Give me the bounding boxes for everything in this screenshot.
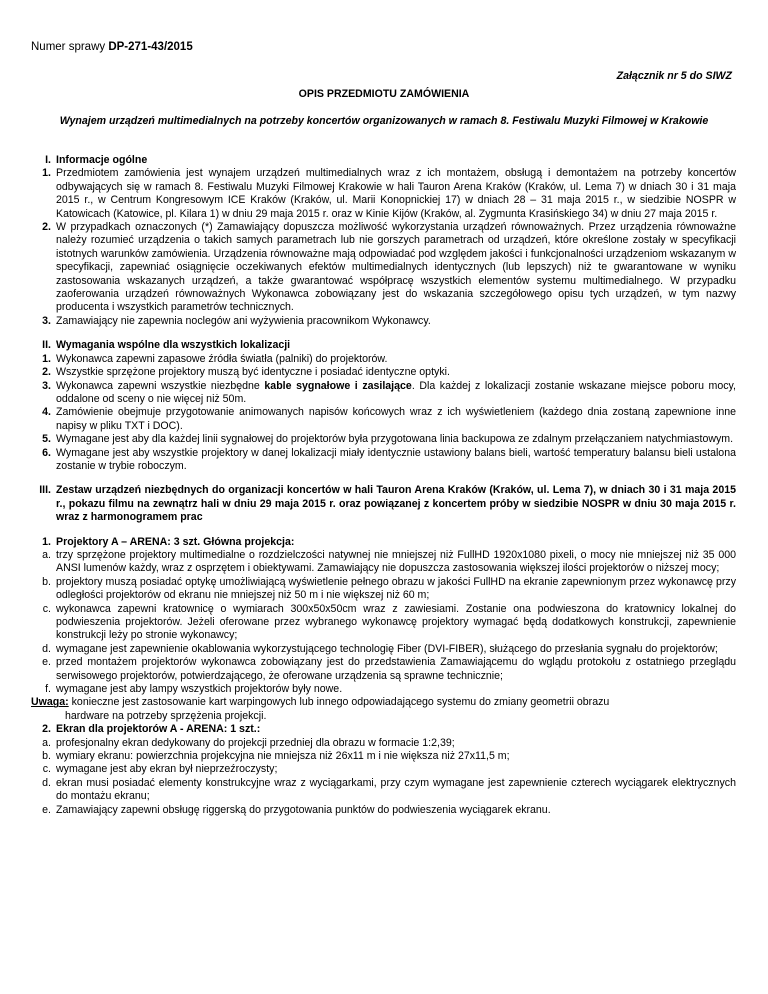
list-item: 2. Wszystkie sprzężone projektory muszą być identyczne i posiadać identyczne optyki. <box>42 366 450 379</box>
list-item: 1. Wykonawca zapewni zapasowe źródła światła (palniki) do projektorów. <box>42 352 388 365</box>
list-item: 1. Przedmiotem zamówienia jest wynajem urządzeń multimedialnych wraz z ich montażem, obsługą i demontażem na potrzeby koncertów odbywających się w ramach 8. Festiwalu Muzyki Filmowej Krakowie w hali Tauron Arena Kraków (Kraków, ul. Lema 7) w dniach 30 i 31 maja 2015 r., w Centrum Kongresowym ICE Kraków (Kraków, ul. Marii Konopnickiej 17) w dniach 28 – 31 maja 2015 r., w siedzibie NOSPR w Katowicach (Katowice, pl. Kilara 1) w dniu 29 maja 2015 r. oraz w Kinie Kijów (Kraków, al. Zygmunta Krasińskiego 34) w dniu 27 maja 2015 r. <box>42 167 736 220</box>
list-item: 5. Wymagane jest aby dla każdej linii sygnałowej do projektorów była przygotowana linia backupowa ze zdalnym przełączaniem natychmiastowym. <box>42 433 734 446</box>
sub-list-item: a. trzy sprzężone projektory multimedialne o rozdzielczości natywnej nie mniejszej niż FullHD 1920x1080 pixeli, o mocy nie mniejszej niż 35 000 ANSI lumenów każdy, wraz z osprzętem i obiektywami. Zamawiający nie dopuszcza zastosowania większej ilości projektorów o niższej mocy; <box>42 548 736 575</box>
list-item: 2. W przypadkach oznaczonych (*) Zamawiający dopuszcza możliwość wykorzystania urządzeń równoważnych. Przez urządzenia równoważne należy rozumieć urządzenia o takich samych parametrach lub nie gorszych parametrach od urządzeń, które określone zostały w specyfikacji istotnych warunków zamówienia. Urządzenia równoważne mają odpowiadać pod względem jakości i funkcjonalności urządzeniom wskazanym w specyfikacji, zapewniać osiągnięcie oczekiwanych efektów multimedialnych identycznych (lub lepszych) niż te gwarantowane w wyniku zastosowania wskazanych urządzeń, a także gwarantować współpracę wszystkich elementów systemu multimedialnego. W przypadku zaoferowania urządzeń równoważnych Wykonawca zobowiązany jest do wskazania szczegółowego opisu tych urządzeń, w tym nazwy producenta i wszystkich parametrów technicznych. <box>42 221 736 314</box>
note: Uwaga: konieczne jest zastosowanie kart warpingowych lub innego odpowiadającego systemu do zmiany geometrii obrazu <box>31 696 610 709</box>
section-heading <box>31 339 736 352</box>
document-body <box>31 154 736 817</box>
list-item: 3. Wykonawca zapewni wszystkie niezbędne kable sygnałowe i zasilające. Dla każdej z lokalizacji zostanie wskazane miejsce poboru mocy, oddalone od sceny o nie więcej niż 50m. <box>42 379 737 405</box>
section-number: III. <box>39 484 51 497</box>
bold-phrase: kable sygnałowe i zasilające <box>264 379 412 392</box>
section-number: I. <box>45 154 51 166</box>
case-number: DP-271-43/2015 <box>108 41 193 53</box>
case-label: Numer sprawy <box>31 41 109 53</box>
section-heading <box>31 154 736 167</box>
list-item-heading: 2. Ekran dla projektorów A - ARENA: 1 szt.: <box>42 723 261 736</box>
annex-label: Załącznik nr 5 do SIWZ <box>616 70 732 82</box>
note-continuation: hardware na potrzeby sprzężenia projekcji. <box>65 709 267 722</box>
sub-list-item: c. wymagane jest aby ekran był nieprzeźroczysty; <box>42 763 278 776</box>
sub-list-item: d. ekran musi posiadać elementy konstrukcyjne wraz z wyciągarkami, przy czym wymagane jest zapewnienie czterech wyciągarek elektrycznych do montażu ekranu; <box>42 776 736 803</box>
section-heading <box>31 484 736 524</box>
sub-list-item: b. wymiary ekranu: powierzchnia projekcyjna nie mniejsza niż 26x11 m i nie większa niż 27x11,5 m; <box>42 750 510 763</box>
sub-list-item: d. wymagane jest zapewnienie okablowania wykorzystującego technologię Fiber (DVI-FIBER), służącego do przesłania sygnału do projektorów; <box>42 642 718 655</box>
note-label: Uwaga: <box>31 696 69 709</box>
section-title: Informacje ogólne <box>56 154 148 166</box>
sub-list-item: f. wymagane jest aby lampy wszystkich projektorów były nowe. <box>45 683 343 696</box>
sub-list-item: e. przed montażem projektorów wykonawca zobowiązany jest do przedstawienia Zamawiającemu do wglądu protokołu z ostatniego przeglądu serwisowego projektorów, potwierdzającego, że oferowane urządzenia są sprawne technicznie; <box>42 656 736 682</box>
case-number-line <box>31 41 193 54</box>
section-title: Zestaw urządzeń niezbędnych do organizacji koncertów w hali Tauron Arena Kraków (Kraków, ul. Lema 7), w dniach 30 i 31 maja 2015 r., pokazu filmu na zewnątrz hali w dniu 29 maja 2015 r. oraz powiązanej z koncertem próby w siedzibie NOSPR w dniu 30 maja 2015 r. wraz z harmonogramem prac <box>56 484 736 524</box>
list-item: 4. Zamówienie obejmuje przygotowanie animowanych napisów końcowych wraz z ich wyświetleniem (każdego dnia zostaną zapewnione inne napisy w pliku TXT i DOC). <box>42 406 736 432</box>
list-item: 6. Wymagane jest aby wszystkie projektory w danej lokalizacji miały identycznie ustawiony balans bieli, wartość temperatury balansu bieli ustalona zostanie w trybie roboczym. <box>42 446 736 472</box>
document-subtitle: Wynajem urządzeń multimedialnych na potrzeby koncertów organizowanych w ramach 8. Festiwalu Muzyki Filmowej w Krakowie <box>59 115 709 127</box>
sub-list-item: a. profesjonalny ekran dedykowany do projekcji przedniej dla obrazu w formacie 1:2,39; <box>42 736 455 749</box>
sub-list-item: c. wykonawca zapewni kratownicę o wymiarach 300x50x50cm wraz z zawiesiami. Zostanie ona podwieszona do kratownicy lokalnej do podwieszenia projektorów. Jeżeli oferowane przez wybranego wykonawcę projektory wymagać będą dodatkowych konstrukcji, zapewnienie konstrukcji leży po stronie wykonawcy; <box>42 602 736 642</box>
document-title: OPIS PRZEDMIOTU ZAMÓWIENIA <box>298 88 470 100</box>
section-number: II. <box>42 339 51 352</box>
section-title: Wymagania wspólne dla wszystkich lokalizacji <box>56 339 291 352</box>
list-item-heading: 1. Projektory A – ARENA: 3 szt. Główna projekcja: <box>42 535 295 548</box>
sub-list-item: e. Zamawiający zapewni obsługę riggerską do przygotowania punktów do podwieszenia wyciągarek ekranu. <box>42 803 551 816</box>
list-item: 3. Zamawiający nie zapewnia noclegów ani wyżywienia pracownikom Wykonawcy. <box>42 314 431 327</box>
sub-list-item: b. projektory muszą posiadać optykę umożliwiającą wyświetlenie pełnego obrazu w jakości FullHD na ekranie zapewnionym przez wykonawcę przy odległości projektorów od ekranu nie mniejszej niż 50 m i nie większej niż 60 m; <box>42 575 736 602</box>
